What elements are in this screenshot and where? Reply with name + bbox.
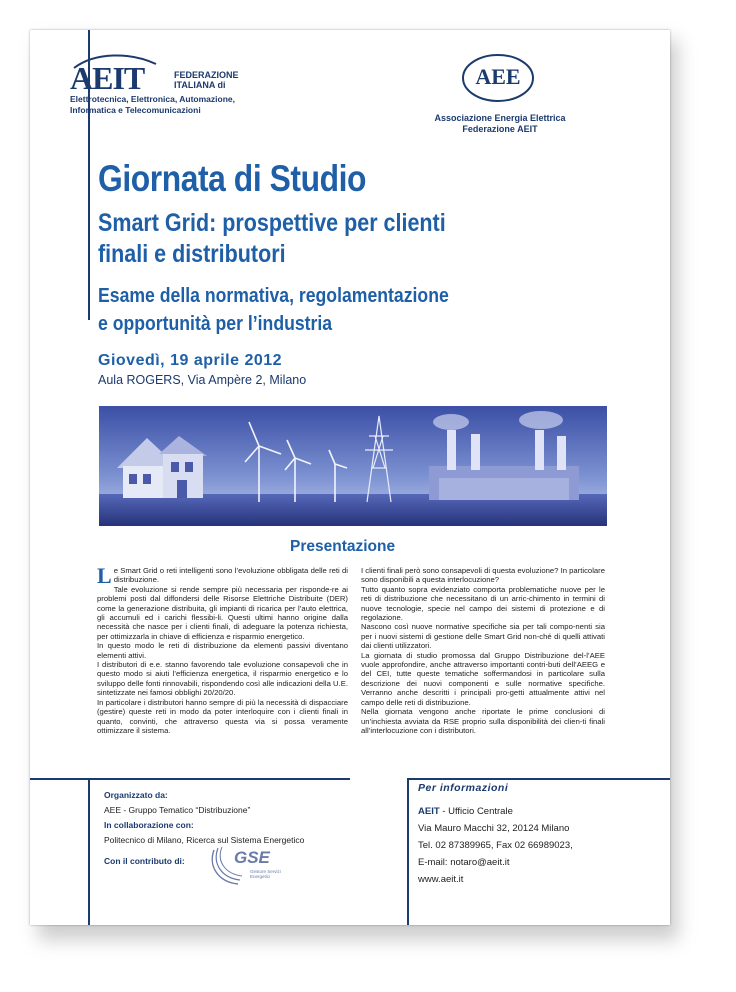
collaboration-label: In collaborazione con:	[104, 820, 194, 830]
collaboration-value: Politecnico di Milano, Ricerca sul Sistema Energetico	[104, 835, 305, 845]
subtitle-line2: finali e distributori	[98, 240, 286, 268]
subtitle-2	[98, 282, 631, 338]
paragraph: In questo modo le reti di distribuzione da elementi passivi diventano elementi attivi.	[97, 641, 348, 660]
frame-line-left-bottom	[88, 778, 90, 925]
info-office-rest: - Ufficio Centrale	[439, 806, 513, 817]
paragraph: In particolare i distributori hanno sempre di più la necessità di dispacciare (gestire) queste reti in modo da poter interloquire con i clienti finali in quanto, convinti, che attraverso questa via si possa veramente ottimizzare il sistema.	[97, 697, 348, 735]
aeit-fed-line2: ITALIANA di	[174, 80, 226, 90]
info-office-bold: AEIT	[418, 806, 440, 817]
paragraph: Tutto quanto sopra evidenziato comporta problematiche nuove per le reti di distribuzione che necessitano di un arric-chimento in termini di nuove tecnologie, specie nel campo dei sistemi di protezione e di regolazione.	[361, 584, 605, 623]
presentation-column-2	[361, 566, 605, 735]
drop-cap: L	[97, 563, 112, 588]
paragraph: I clienti finali però sono consapevoli di questa evoluzione? In particolare sono disponibili a questa interlocuzione?	[361, 566, 606, 585]
paragraph: I distributori di e.e. stanno favorendo tale evoluzione consapevoli che in questo modo si aiuti l’efficienza energetica, il risparmio energetico e lo sviluppo delle fonti rinnovabili, rispondendo così alle indicazioni della U.E. sintetizzate nei famosi obblighi 20/20/20.	[97, 660, 348, 698]
aeit-logo	[70, 54, 300, 129]
gse-logo	[208, 842, 288, 888]
aeit-fed-line1: FEDERAZIONE	[174, 70, 239, 80]
frame-line-bottom-left	[30, 778, 350, 780]
banner-image	[99, 406, 607, 526]
flyer-page	[30, 30, 670, 925]
organized-by-value: AEE - Gruppo Tematico “Distribuzione”	[104, 805, 251, 815]
info-address: Via Mauro Macchi 32, 20124 Milano	[418, 823, 570, 834]
subtitle-2-line1: Esame della normativa, regolamentazione	[98, 284, 449, 307]
organized-by-label: Organizzato da:	[104, 790, 168, 800]
aeit-sub-line2: Informatica e Telecomunicazioni	[70, 105, 201, 115]
gse-subtitle: Gestore Servizi Energetici	[250, 869, 281, 879]
paragraph: e Smart Grid o reti intelligenti sono l’evoluzione obbligata delle reti di distribuzione.	[113, 566, 348, 585]
frame-line-mid	[407, 778, 409, 925]
info-office	[418, 806, 513, 817]
main-title: Giornata di Studio	[98, 158, 367, 199]
aeit-sub-line1: Elettrotecnica, Elettronica, Automazione,	[70, 94, 235, 104]
event-venue: Aula ROGERS, Via Ampère 2, Milano	[98, 373, 307, 387]
subtitle-line1: Smart Grid: prospettive per clienti	[98, 209, 446, 237]
info-website[interactable]: www.aeit.it	[418, 874, 464, 885]
gse-logo-text: GSE	[234, 848, 270, 867]
aee-sub-line2: Federazione AEIT	[462, 124, 538, 134]
paragraph: Tale evoluzione si rende sempre più necessaria per risponde-re ai problemi posti dal diffondersi delle Risorse Elettriche Distribuite (DER) come la generazione distribuita, gli impianti di ricarica per l’auto elettrica, gli accumuli ed i carichi flessibi-li. Questi ultimi hanno origine dalla necessità che nasce per i clienti finali, di adeguare la potenza richiesta, per ottimizzarla in chiave di efficienza e risparmio energetico.	[97, 584, 348, 641]
aeit-subtitle	[70, 94, 310, 116]
event-date: Giovedì, 19 aprile 2012	[98, 352, 283, 369]
aeit-logo-text: AEIT	[70, 60, 145, 96]
paragraph: Nella giornata vengono anche riportate le prime conclusioni di un’inchiesta avviata da RSE proprio sulla disponibilità dei clien-ti finali all’interlocuzione con i distributori.	[361, 707, 605, 735]
presentation-column-1	[97, 563, 348, 735]
aee-logo-text: AEE	[475, 64, 521, 89]
paragraph: La giornata di studio promossa dal Gruppo Distribuzione del-l’AEE vuole approfondire, anche attraverso importanti contri-buti dell’AEEG e del CEI, tutte queste tematiche soffermandosi in particolare sulla descrizione dei nuovi componenti e sulle normative specifiche. Verranno anche descritti i principali pro-getti attualmente attivi nel campo delle reti di distribuzione.	[361, 650, 605, 707]
frame-line-bottom-right	[407, 778, 670, 780]
contribution-label: Con il contributo di:	[104, 856, 185, 866]
aeit-fed-text	[174, 70, 239, 90]
aee-logo	[420, 52, 600, 142]
aee-subtitle	[420, 113, 580, 135]
info-email[interactable]: E-mail: notaro@aeit.it	[418, 857, 510, 868]
info-title: Per informazioni	[418, 782, 509, 794]
aee-sub-line1: Associazione Energia Elettrica	[434, 113, 566, 123]
section-title-presentazione: Presentazione	[290, 538, 396, 555]
subtitle	[98, 208, 614, 270]
subtitle-2-line2: e opportunità per l’industria	[98, 312, 333, 335]
info-phone: Tel. 02 87389965, Fax 02 66989023,	[418, 840, 573, 851]
paragraph: Nascono così nuove normative specifiche sia per tali compo-nenti sia per i nuovi sistemi di gestione delle Smart Grid non-ché di quelli attivati dai clienti utilizzatori.	[361, 622, 605, 651]
